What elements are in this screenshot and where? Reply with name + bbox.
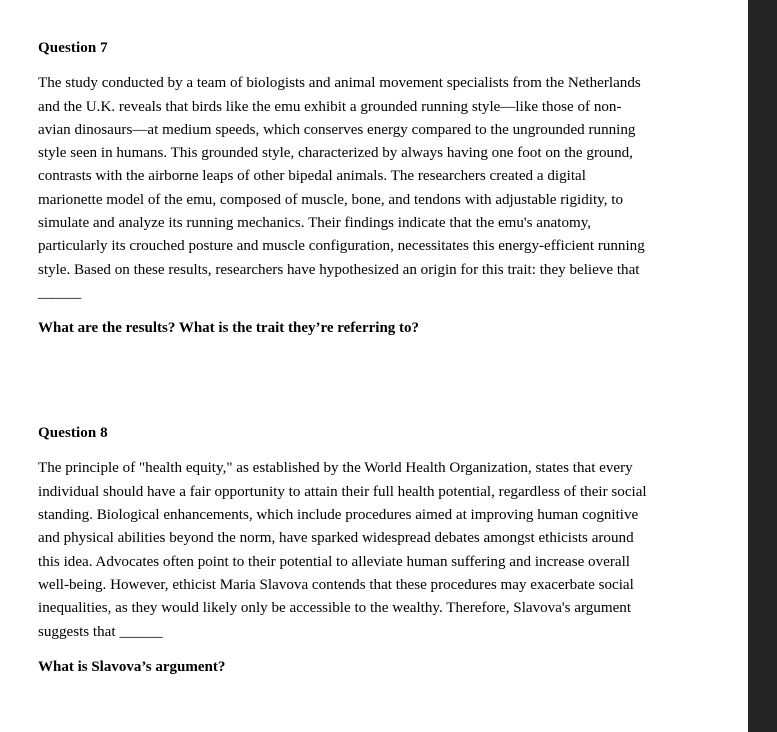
question-heading: Question 7	[38, 40, 108, 56]
answer-blank: ______	[38, 284, 81, 301]
question-heading: Question 8	[38, 425, 108, 442]
question-block-7	[38, 38, 650, 339]
question-passage	[38, 72, 650, 305]
passage-text: The principle of "health equity," as established by the World Health Organization, states that every individual should have a fair opportunity to attain their full health potential, regardless of their social standing. Biological enhancements, which include procedures aimed at improving human cognitive and physical abilities beyond the norm, have sparked widespread debates amongst ethicists around this idea. Advocates often point to their potential to alleviate human suffering and increase overall well-being. However, ethicist Maria Slavova contends that these procedures may exacerbate social inequalities, as they would likely only be accessible to the wealthy. Therefore, Slavova's argument suggests that	[38, 460, 647, 640]
passage-text: The study conducted by a team of biologists and animal movement specialists from the Netherlands and the U.K. reveals that birds like the emu exhibit a grounded running style—like those of non-avian dinosaurs—at medium speeds, which conserves energy compared to the ungrounded running style seen in humans. This grounded style, characterized by always having one foot on the ground, contrasts with the airborne leaps of other bipedal animals. The researchers created a digital marionette model of the emu, composed of muscle, bone, and tendons with adjustable rigidity, to simulate and analyze its running mechanics. Their findings indicate that the emu's anatomy, particularly its crouched posture and muscle configuration, necessitates this energy-efficient running style. Based on these results, researchers have hypothesized an origin for this trait: they believe that	[38, 75, 645, 278]
question-block-8	[38, 423, 650, 678]
answer-blank: ______	[119, 623, 163, 640]
question-prompt: What is Slavova’s argument?	[38, 658, 226, 675]
section-spacer	[38, 339, 650, 423]
question-passage	[38, 457, 650, 643]
question-prompt: What are the results? What is the trait they’re referring to?	[38, 320, 420, 337]
right-gutter-panel	[748, 0, 777, 732]
